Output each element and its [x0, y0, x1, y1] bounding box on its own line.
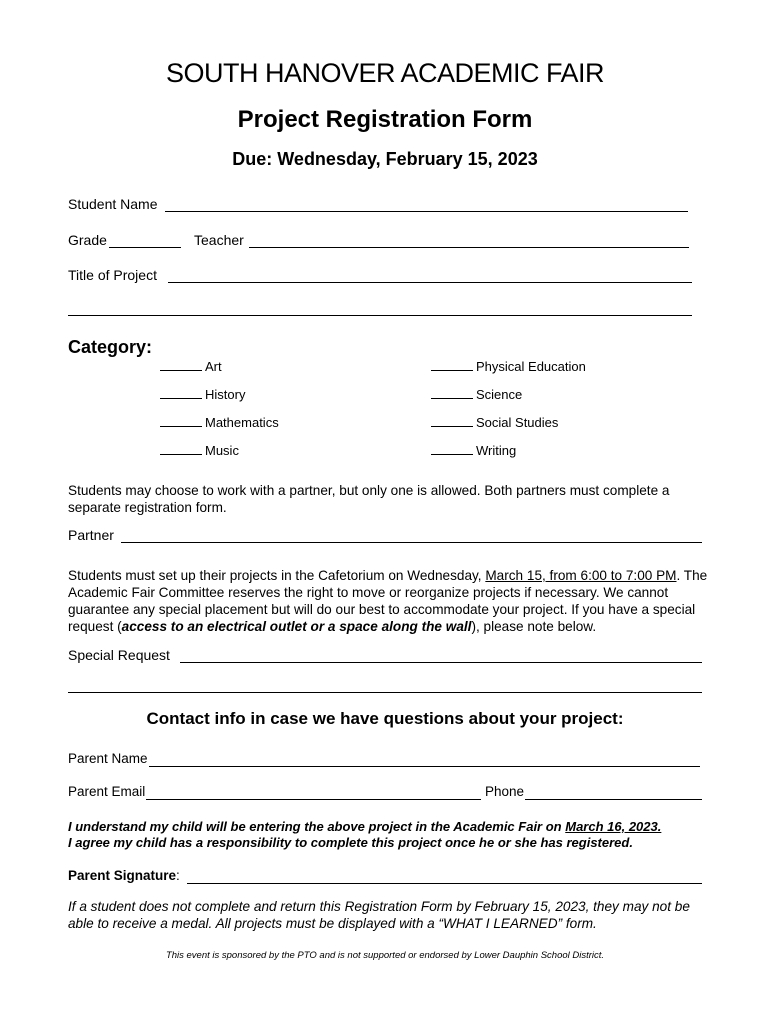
due-date: Due: Wednesday, February 15, 2023: [232, 149, 538, 169]
partner-note: Students may choose to work with a partner, but only one is allowed. Both partners must complete a separate registration form.: [68, 483, 670, 515]
category-label: Music: [205, 443, 239, 458]
setup-emphasis: access to an electrical outlet or a space along the wall: [121, 619, 472, 634]
parent-email-line[interactable]: [146, 799, 481, 800]
grade-label: Grade: [68, 232, 107, 248]
category-item-social-studies[interactable]: [431, 415, 558, 430]
category-item-art[interactable]: [160, 359, 222, 374]
sponsor-footer: This event is sponsored by the PTO and is not supported or endorsed by Lower Dauphin School District.: [165, 950, 605, 961]
teacher-line[interactable]: [249, 247, 689, 248]
setup-text: Students must set up their projects in the Cafetorium on Wednesday,: [68, 568, 486, 583]
category-item-writing[interactable]: [431, 443, 516, 458]
project-title-line[interactable]: [168, 282, 692, 283]
agreement-date: March 16, 2023.: [565, 819, 662, 834]
phone-label: Phone: [485, 784, 525, 799]
parent-signature-text: Parent Signature: [68, 868, 177, 883]
setup-text: . The Academic Fair Committee reserves the right to move or reorganize projects if necessary. We cannot guarantee any special placement but will do our best to accommodate your project. If you have a special request (: [68, 568, 708, 634]
category-label: History: [205, 387, 246, 402]
checkbox-blank[interactable]: [431, 370, 473, 371]
deadline-note: If a student does not complete and return this Registration Form by February 15, 2023, they may not be able to receive a medal. All projects must be displayed with a “WHAT I LEARNED” form.: [68, 899, 690, 931]
checkbox-blank[interactable]: [160, 398, 202, 399]
category-item-history[interactable]: [160, 387, 245, 402]
category-item-music[interactable]: [160, 443, 239, 458]
agreement-text: I understand my child will be entering the above project in the Academic Fair on: [68, 819, 566, 834]
special-request-line[interactable]: [180, 662, 702, 663]
checkbox-blank[interactable]: [431, 426, 473, 427]
category-label: Writing: [476, 443, 517, 458]
agreement-line-1: [68, 819, 661, 834]
agreement-line-2: I agree my child has a responsibility to complete this project once he or she has registered.: [68, 835, 633, 850]
phone-line[interactable]: [525, 799, 702, 800]
checkbox-blank[interactable]: [431, 398, 473, 399]
category-label: Mathematics: [205, 415, 279, 430]
category-label: Physical Education: [476, 359, 586, 374]
parent-signature-label: Parent Signature:: [68, 868, 180, 883]
setup-date: March 15, from 6:00 to 7:00 PM: [485, 568, 677, 583]
setup-text: ), please note below.: [471, 619, 597, 634]
special-request-label: Special Request: [68, 647, 170, 663]
parent-signature-line[interactable]: [187, 883, 702, 884]
category-label: Social Studies: [476, 415, 559, 430]
checkbox-blank[interactable]: [160, 370, 202, 371]
category-item-science[interactable]: [431, 387, 522, 402]
category-label: Art: [205, 359, 222, 374]
special-request-line-2[interactable]: [68, 692, 702, 693]
contact-heading: Contact info in case we have questions about your project:: [146, 709, 624, 728]
category-heading: Category:: [68, 337, 153, 357]
category-item-mathematics[interactable]: [160, 415, 279, 430]
parent-name-label: Parent Name: [68, 751, 148, 766]
form-title: SOUTH HANOVER ACADEMIC FAIR: [165, 58, 605, 88]
parent-name-line[interactable]: [149, 766, 700, 767]
project-title-line-2[interactable]: [68, 315, 692, 316]
partner-label: Partner: [68, 527, 114, 543]
checkbox-blank[interactable]: [431, 454, 473, 455]
grade-line[interactable]: [109, 247, 181, 248]
student-name-line[interactable]: [165, 211, 688, 212]
parent-email-label: Parent Email: [68, 784, 146, 799]
partner-line[interactable]: [121, 542, 702, 543]
form-subtitle: Project Registration Form: [237, 106, 533, 133]
project-title-label: Title of Project: [68, 267, 157, 283]
setup-paragraph: [68, 567, 708, 635]
checkbox-blank[interactable]: [160, 454, 202, 455]
checkbox-blank[interactable]: [160, 426, 202, 427]
category-item-physical-education[interactable]: [431, 359, 586, 374]
category-label: Science: [476, 387, 523, 402]
student-name-label: Student Name: [68, 196, 158, 212]
teacher-label: Teacher: [194, 232, 244, 248]
